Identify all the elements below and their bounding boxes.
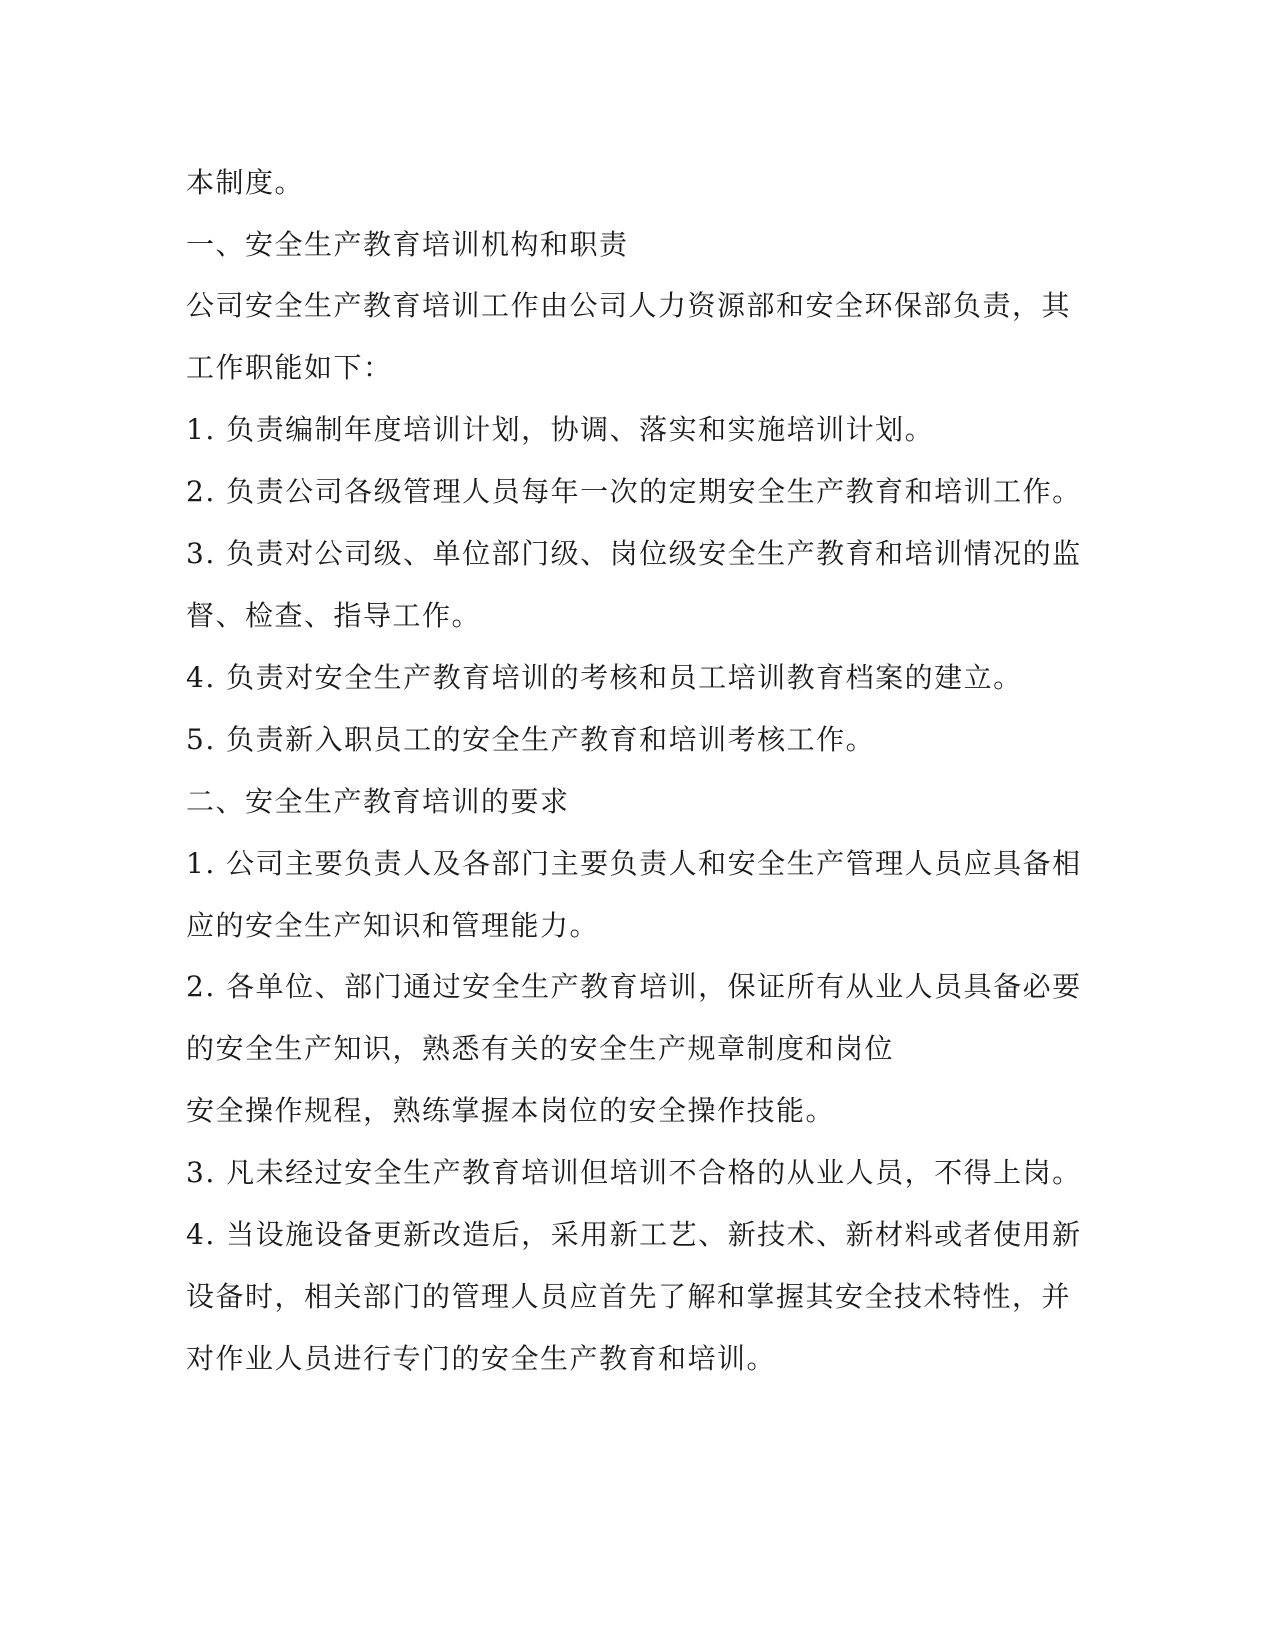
text-line: 设备时，相关部门的管理人员应首先了解和掌握其安全技术特性，并	[186, 1280, 1072, 1313]
list-item: 2. 各单位、部门通过安全生产教育培训，保证所有从业人员具备必要	[186, 970, 1082, 1003]
text-line: 公司安全生产教育培训工作由公司人力资源部和安全环保部负责，其	[186, 289, 1072, 322]
section-heading: 二、安全生产教育培训的要求	[186, 785, 570, 818]
text-line: 督、检查、指导工作。	[186, 599, 482, 632]
list-item: 4. 负责对安全生产教育培训的考核和员工培训教育档案的建立。	[186, 661, 1023, 694]
text-line: 应的安全生产知识和管理能力。	[186, 909, 600, 942]
text-line: 工作职能如下：	[186, 351, 393, 384]
list-item: 3. 负责对公司级、单位部门级、岗位级安全生产教育和培训情况的监	[186, 537, 1082, 570]
list-item: 4. 当设施设备更新改造后，采用新工艺、新技术、新材料或者使用新	[186, 1218, 1082, 1251]
text-line: 的安全生产知识，熟悉有关的安全生产规章制度和岗位	[186, 1032, 895, 1065]
list-item: 5. 负责新入职员工的安全生产教育和培训考核工作。	[186, 723, 876, 756]
text-line: 本制度。	[186, 166, 305, 199]
list-item: 1. 公司主要负责人及各部门主要负责人和安全生产管理人员应具备相	[186, 847, 1082, 880]
list-item: 1. 负责编制年度培训计划，协调、落实和实施培训计划。	[186, 413, 935, 446]
section-heading: 一、安全生产教育培训机构和职责	[186, 228, 629, 261]
text-line: 对作业人员进行专门的安全生产教育和培训。	[186, 1342, 777, 1375]
text-line: 安全操作规程，熟练掌握本岗位的安全操作技能。	[186, 1094, 836, 1127]
list-item: 3. 凡未经过安全生产教育培训但培训不合格的从业人员，不得上岗。	[186, 1156, 1082, 1189]
list-item: 2. 负责公司各级管理人员每年一次的定期安全生产教育和培训工作。	[186, 475, 1082, 508]
